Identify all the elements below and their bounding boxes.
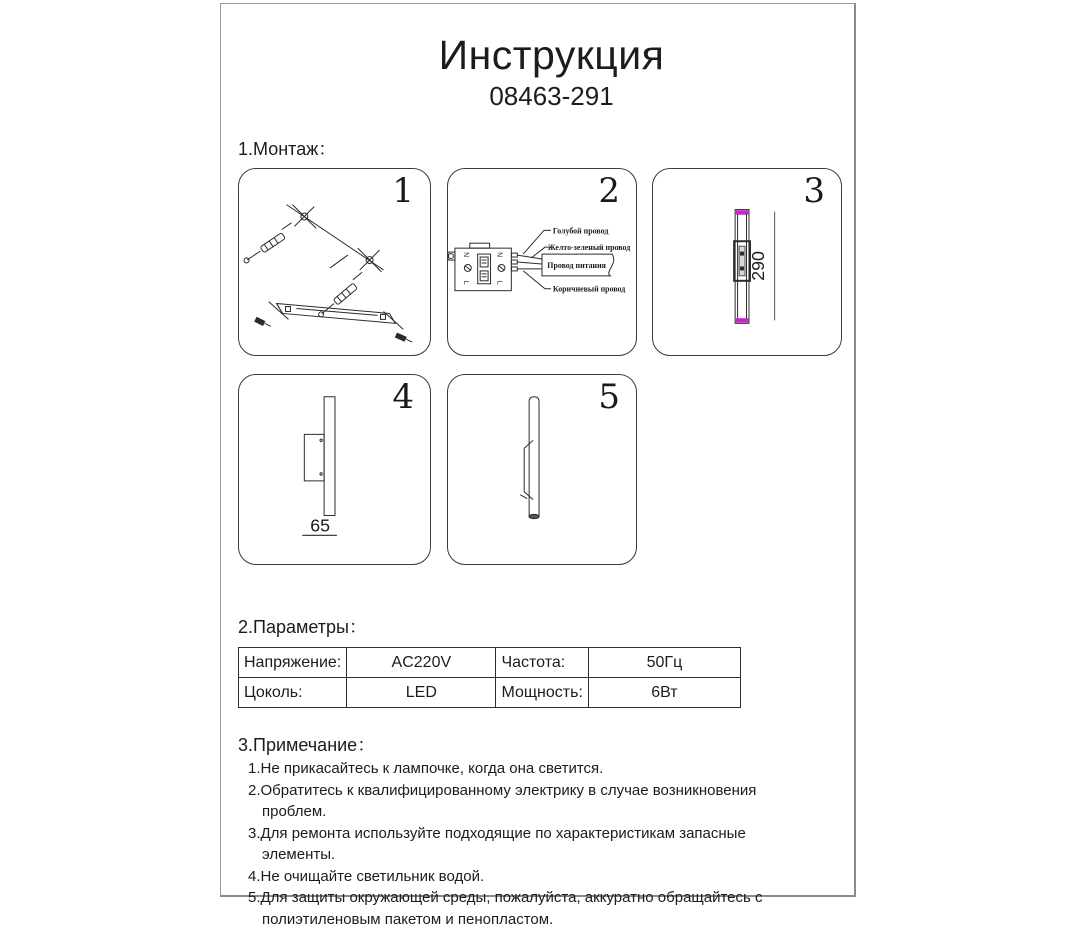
note-item: 4.Не очищайте светильник водой.	[248, 867, 485, 885]
param-value-power: 6Вт	[588, 678, 740, 708]
parameters-table	[238, 647, 741, 708]
instruction-page	[220, 3, 856, 928]
note-item: 5.Для защиты окружающей среды, пожалуйста, аккуратно обращайтесь с полиэтиленовым пакетом и пенопластом.	[248, 889, 763, 928]
page-title: Инструкция	[438, 32, 665, 78]
step-number: 1	[392, 171, 414, 211]
bracket-mounting-drawing	[239, 169, 430, 355]
depth-dimension: 65	[310, 515, 331, 536]
param-value-socket: LED	[347, 678, 496, 708]
notes-heading: 3.Примечание：	[238, 735, 376, 755]
terminal-n-left: N	[461, 252, 469, 258]
power-wire-label: Провод питания	[547, 260, 606, 270]
length-dimension: 290	[747, 251, 768, 281]
terminal-n-right: N	[495, 252, 503, 258]
step-number: 4	[392, 377, 414, 417]
parameters-heading: 2.Параметры：	[238, 617, 367, 637]
lamp-front-view-drawing	[653, 169, 841, 355]
montage-step-2	[447, 168, 637, 356]
param-label-voltage: Напряжение:	[239, 648, 347, 678]
terminal-l-left: L	[461, 280, 469, 285]
step-number: 2	[598, 171, 620, 211]
brown-wire-label: Коричневый провод	[552, 284, 626, 294]
montage-step-1	[238, 168, 431, 356]
param-label-power: Мощность:	[496, 678, 588, 708]
note-item: 1.Не прикасайтесь к лампочке, когда она светится.	[248, 760, 604, 777]
step-number: 5	[598, 377, 620, 417]
param-label-socket: Цоколь:	[239, 678, 347, 708]
param-value-frequency: 50Гц	[588, 648, 740, 678]
terminal-l-right: L	[495, 280, 503, 285]
note-item: 3.Для ремонта используйте подходящие по характеристикам запасные элементы.	[248, 824, 746, 863]
montage-step-4	[238, 374, 431, 565]
table-row	[239, 648, 741, 678]
model-number: 08463-291	[489, 81, 614, 111]
note-item: 2.Обратитесь к квалифицированному электрику в случае возникновения проблем.	[248, 781, 757, 820]
table-row	[239, 678, 741, 708]
blue-wire-label: Голубой провод	[552, 226, 609, 236]
lamp-perspective-drawing	[448, 375, 636, 564]
lamp-side-view-drawing	[239, 375, 430, 564]
montage-heading: 1.Монтаж：	[238, 139, 337, 159]
montage-step-5	[447, 374, 637, 565]
wiring-diagram	[448, 169, 636, 355]
step-number: 3	[803, 171, 825, 211]
param-value-voltage: AC220V	[347, 648, 496, 678]
yellow-green-wire-label: Желто-зеленый провод	[547, 243, 631, 253]
montage-step-3	[652, 168, 842, 356]
notes-list	[248, 758, 815, 930]
header	[221, 32, 854, 112]
param-label-frequency: Частота:	[496, 648, 588, 678]
